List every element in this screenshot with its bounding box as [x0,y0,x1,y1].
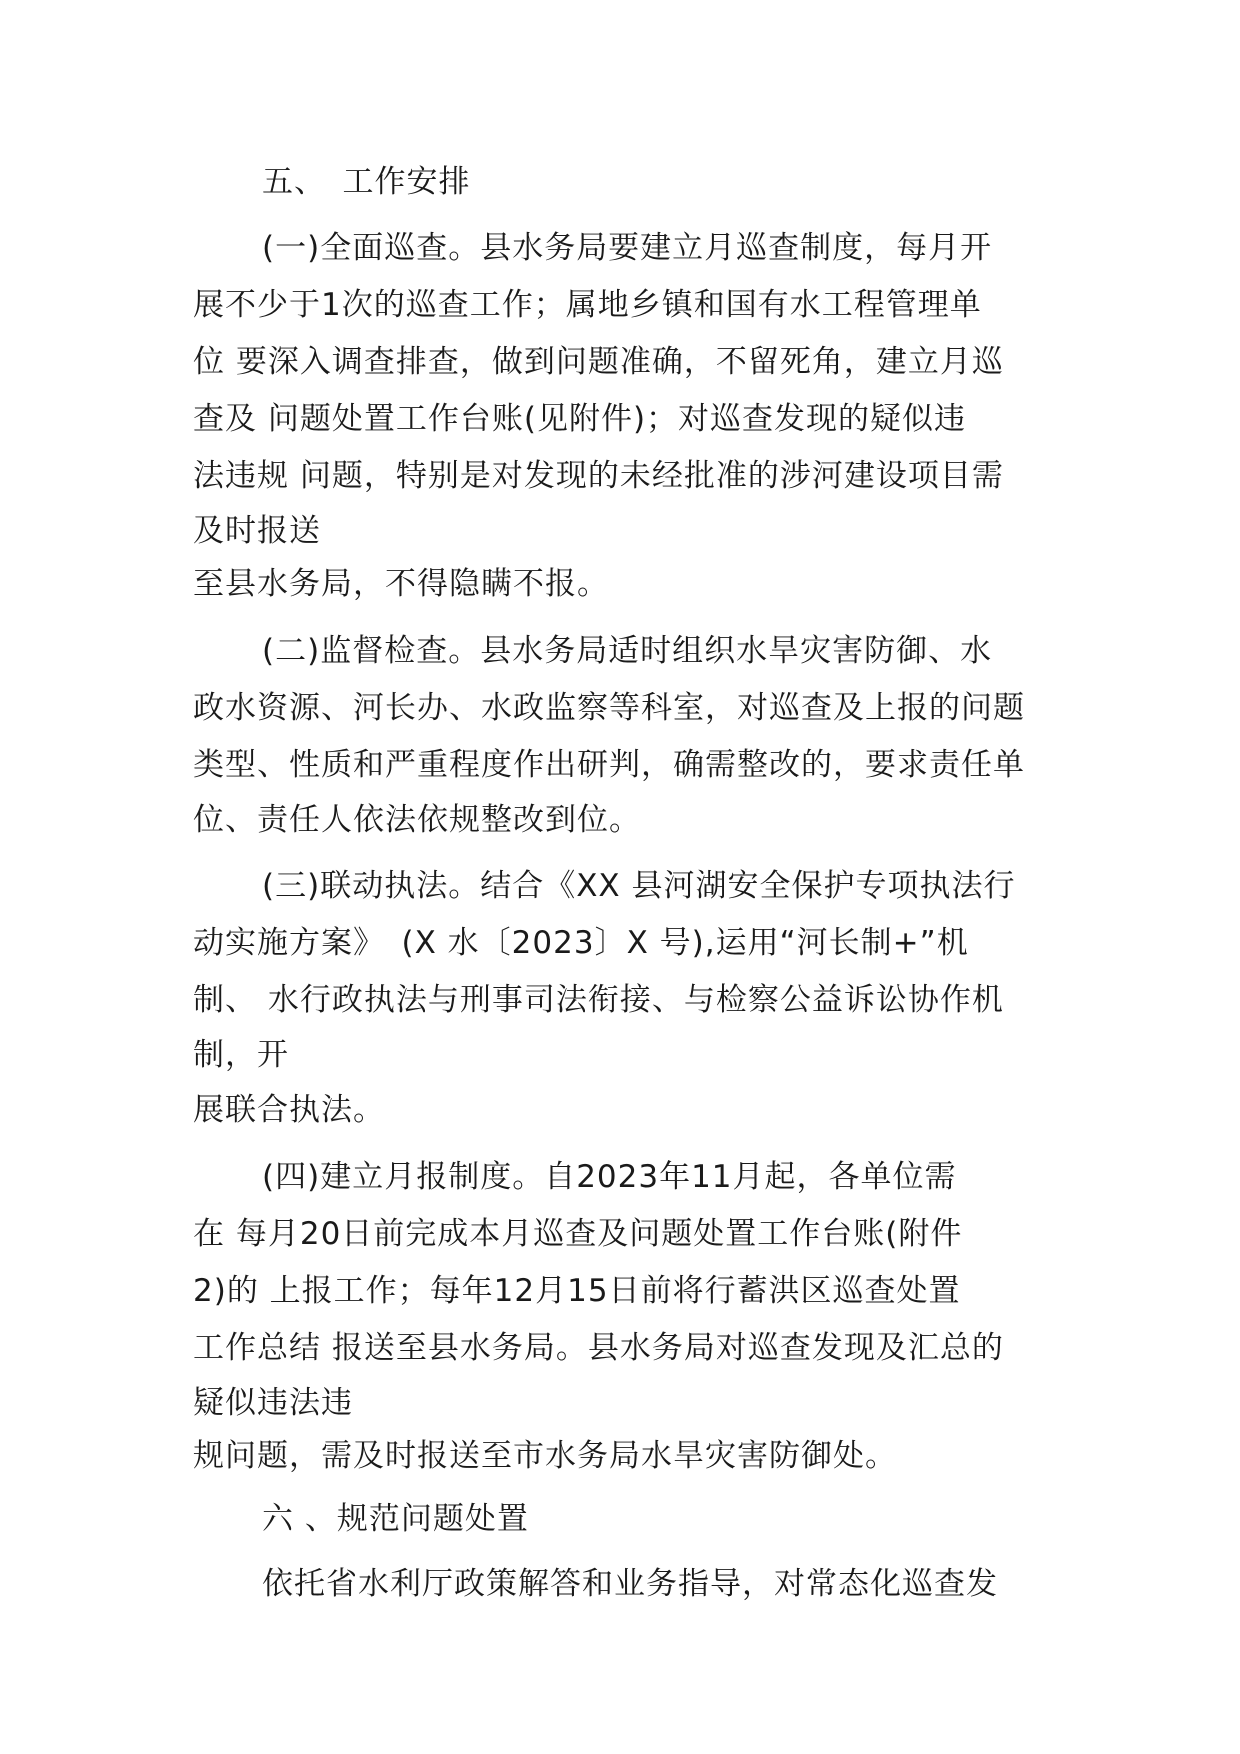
paragraph-line: 位、责任人依法依规整改到位。 [193,802,641,838]
paragraph-line: (三)联动执法。结合《XX 县河湖安全保护专项执法行 [262,868,1016,904]
paragraph-line: 法违规 问题，特别是对发现的未经批准的涉河建设项目需 [193,458,1004,494]
paragraph-line: 工作总结 报送至县水务局。县水务局对巡查发现及汇总的 [193,1330,1004,1366]
paragraph-line: 动实施方案》 (X 水〔2023〕X 号),运用“河长制+”机 [193,925,969,961]
paragraph-line: 展不少于1次的巡查工作；属地乡镇和国有水工程管理单 [193,287,982,323]
paragraph-line: (一)全面巡查。县水务局要建立月巡查制度，每月开 [262,230,993,266]
paragraph-line: 类型、性质和严重程度作出研判，确需整改的，要求责任单 [193,747,1025,783]
paragraph-line: 至县水务局，不得隐瞒不报。 [193,566,609,602]
paragraph-line: 2)的 上报工作；每年12月15日前将行蓄洪区巡查处置 [193,1273,961,1309]
paragraph-line: 政水资源、河长办、水政监察等科室，对巡查及上报的问题 [193,690,1025,726]
paragraph-line: 依托省水利厅政策解答和业务指导，对常态化巡查发 [262,1566,998,1602]
paragraph-line: 制、 水行政执法与刑事司法衔接、与检察公益诉讼协作机 [193,982,1004,1018]
paragraph-line: 查及 问题处置工作台账(见附件)；对巡查发现的疑似违 [193,401,967,437]
section-heading-six: 六 、规范问题处置 [262,1501,529,1537]
paragraph-line: 展联合执法。 [193,1092,385,1128]
paragraph-line: (四)建立月报制度。自2023年11月起，各单位需 [262,1159,957,1195]
paragraph-line: 规问题，需及时报送至市水务局水旱灾害防御处。 [193,1438,897,1474]
paragraph-line: 疑似违法违 [193,1385,353,1421]
paragraph-line: 位 要深入调查排查，做到问题准确，不留死角，建立月巡 [193,344,1004,380]
paragraph-line: 制，开 [193,1037,289,1073]
section-heading-five: 五、 工作安排 [262,164,471,200]
paragraph-line: 在 每月20日前完成本月巡查及问题处置工作台账(附件 [193,1216,963,1252]
paragraph-line: 及时报送 [193,513,321,549]
paragraph-line: (二)监督检查。县水务局适时组织水旱灾害防御、水 [262,633,993,669]
